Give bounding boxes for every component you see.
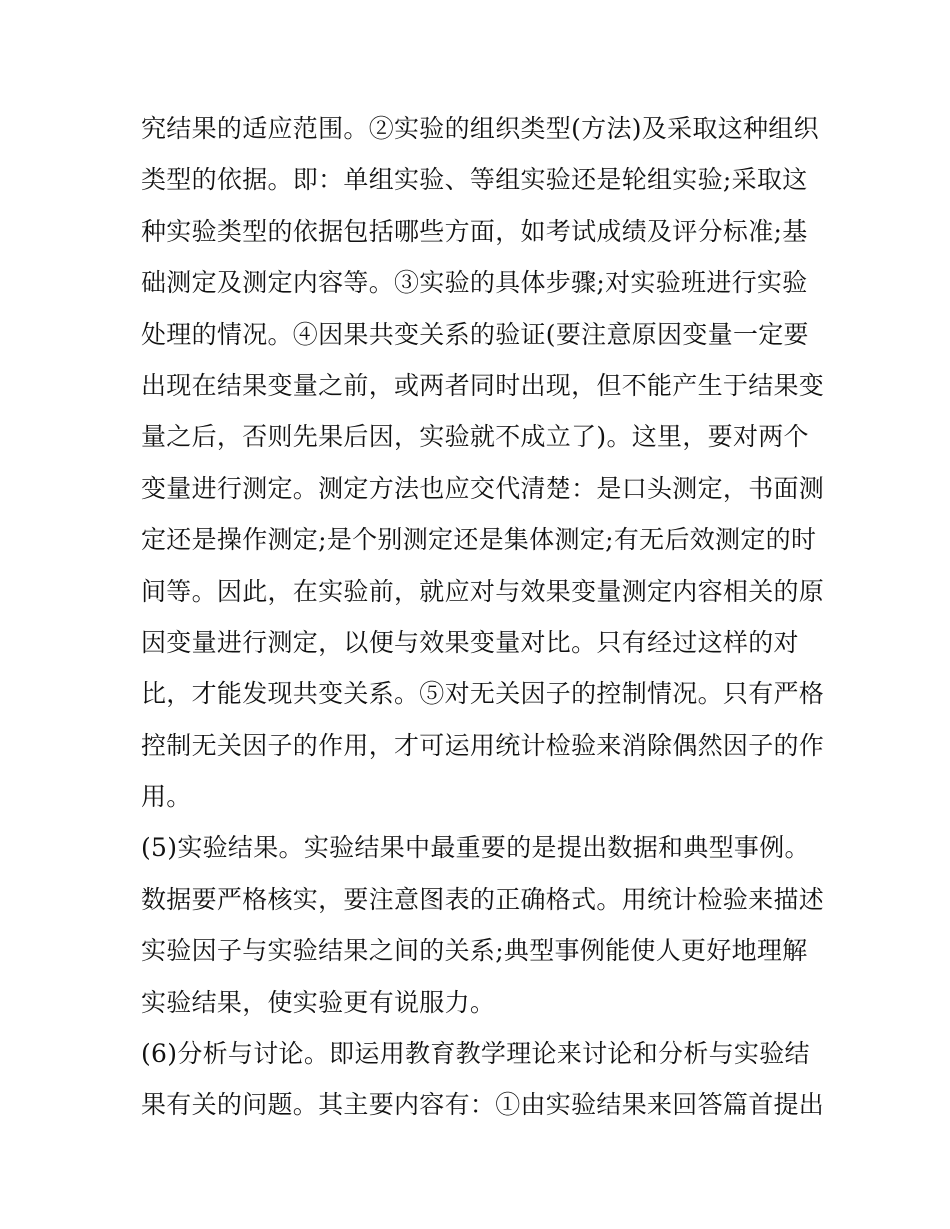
text-line: 出现在结果变量之前，或两者同时出现，但不能产生于结果变 bbox=[141, 370, 825, 400]
text-line: 间等。因此，在实验前，就应对与效果变量测定内容相关的原 bbox=[141, 576, 825, 606]
text-line: 因变量进行测定，以便与效果变量对比。只有经过这样的对 bbox=[141, 627, 799, 657]
text-line: 用。 bbox=[141, 782, 192, 812]
text-line: 比，才能发现共变关系。⑤对无关因子的控制情况。只有严格 bbox=[141, 679, 825, 709]
text-line: 定还是操作测定;是个别测定还是集体测定;有无后效测定的时 bbox=[141, 525, 817, 555]
text-line: 量之后，否则先果后因，实验就不成立了)。这里，要对两个 bbox=[141, 422, 809, 452]
text-line: 实验结果，使实验更有说服力。 bbox=[141, 987, 496, 1017]
text-line: 究结果的适应范围。②实验的组织类型(方法)及采取这种组织 bbox=[141, 114, 819, 143]
text-line: 础测定及测定内容等。③实验的具体步骤;对实验班进行实验 bbox=[141, 268, 808, 298]
text-line: 处理的情况。④因果共变关系的验证(要注意原因变量一定要 bbox=[141, 319, 809, 349]
text-line: 数据要严格核实，要注意图表的正确格式。用统计检验来描述 bbox=[141, 884, 825, 914]
text-line: 种实验类型的依据包括哪些方面，如考试成绩及评分标准;基 bbox=[141, 216, 808, 246]
text-line: 果有关的问题。其主要内容有：①由实验结果来回答篇首提出 bbox=[141, 1090, 825, 1120]
text-line: 实验因子与实验结果之间的关系;典型事例能使人更好地理解 bbox=[141, 936, 808, 966]
text-line: 类型的依据。即：单组实验、等组实验还是轮组实验;采取这 bbox=[141, 165, 808, 195]
document-body bbox=[141, 103, 825, 1131]
text-line: (6)分析与讨论。即运用教育教学理论来讨论和分析与实验结 bbox=[141, 1039, 810, 1069]
text-line: 控制无关因子的作用，才可运用统计检验来消除偶然因子的作 bbox=[141, 730, 825, 760]
text-line: 变量进行测定。测定方法也应交代清楚：是口头测定，书面测 bbox=[141, 473, 825, 503]
text-line: (5)实验结果。实验结果中最重要的是提出数据和典型事例。 bbox=[141, 833, 810, 863]
